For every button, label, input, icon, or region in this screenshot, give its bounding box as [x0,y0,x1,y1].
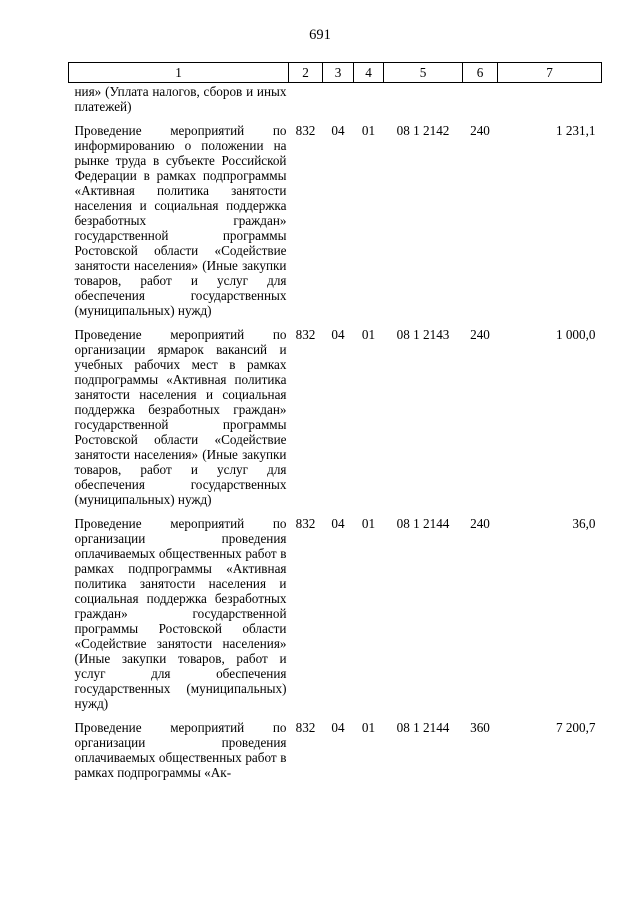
header-col-6: 6 [463,63,498,83]
row-admin-code: 832 [295,327,316,342]
row-target-article: 08 1 2144 [396,720,450,735]
header-col-5: 5 [384,63,463,83]
row-admin-code: 832 [295,123,316,138]
row-admin-code [289,83,323,115]
row-section [323,83,354,115]
header-col-1: 1 [69,63,289,83]
row-target-article [384,83,463,115]
row-name: Проведение мероприятий по организации ярмарок вакансий и учебных рабочих мест в рамках подпрограммы «Активная политика занятости населения и социальная поддержка безработных граждан» государственной программы Ростовской области «Содействие занятости населения» (Иные закупки товаров, работ и услуг для обеспечения государственных (муниципальных) нужд) [74,327,287,507]
header-col-2: 2 [289,63,323,83]
budget-table [68,62,602,780]
row-expense-type: 240 [470,327,490,342]
row-section: 04 [331,327,345,342]
row-subsection [354,83,384,115]
row-target-article: 08 1 2144 [396,516,450,531]
row-amount: 7 200,7 [555,720,596,735]
row-section: 04 [331,516,345,531]
row-subsection: 01 [361,123,376,138]
row-amount: 1 000,0 [555,327,596,342]
row-amount: 1 231,1 [555,123,596,138]
row-name: Проведение мероприятий по организации проведения оплачиваемых общественных работ в рамках подпрограммы «Ак- [74,720,287,780]
table-row [69,711,602,780]
header-col-3: 3 [323,63,354,83]
header-col-4: 4 [354,63,384,83]
row-expense-type: 240 [470,123,490,138]
row-section: 04 [331,720,345,735]
page-number: 691 [309,27,331,43]
row-subsection: 01 [361,720,376,735]
table-row [69,507,602,711]
table-row [69,83,602,115]
table-header-row [69,63,602,83]
row-target-article: 08 1 2143 [396,327,450,342]
row-admin-code: 832 [295,516,316,531]
row-section: 04 [331,123,345,138]
row-name: Проведение мероприятий по организации проведения оплачиваемых общественных работ в рамках подпрограммы «Активная политика занятости населения и социальная поддержка безработных граждан» государственной программы Ростовской области «Содействие занятости населения» (Иные закупки товаров, работ и услуг для обеспечения государственных (муниципальных) нужд) [74,516,287,711]
row-expense-type: 360 [470,720,490,735]
table-row [69,318,602,507]
row-expense-type: 240 [470,516,490,531]
row-subsection: 01 [361,327,376,342]
row-subsection: 01 [361,516,376,531]
row-target-article: 08 1 2142 [396,123,450,138]
row-name: ния» (Уплата налогов, сборов и иных платежей) [74,84,287,114]
row-name: Проведение мероприятий по информированию о положении на рынке труда в субъекте Российской Федерации в рамках подпрограммы «Активная политика занятости населения и социальная поддержка безработных граждан» государственной программы Ростовской области «Содействие занятости населения» (Иные закупки товаров, работ и услуг для обеспечения государственных (муниципальных) нужд) [74,123,287,318]
header-col-7: 7 [498,63,602,83]
table-row [69,114,602,318]
row-admin-code: 832 [295,720,316,735]
row-amount: 36,0 [572,516,596,531]
row-expense-type [463,83,498,115]
row-amount [498,83,602,115]
